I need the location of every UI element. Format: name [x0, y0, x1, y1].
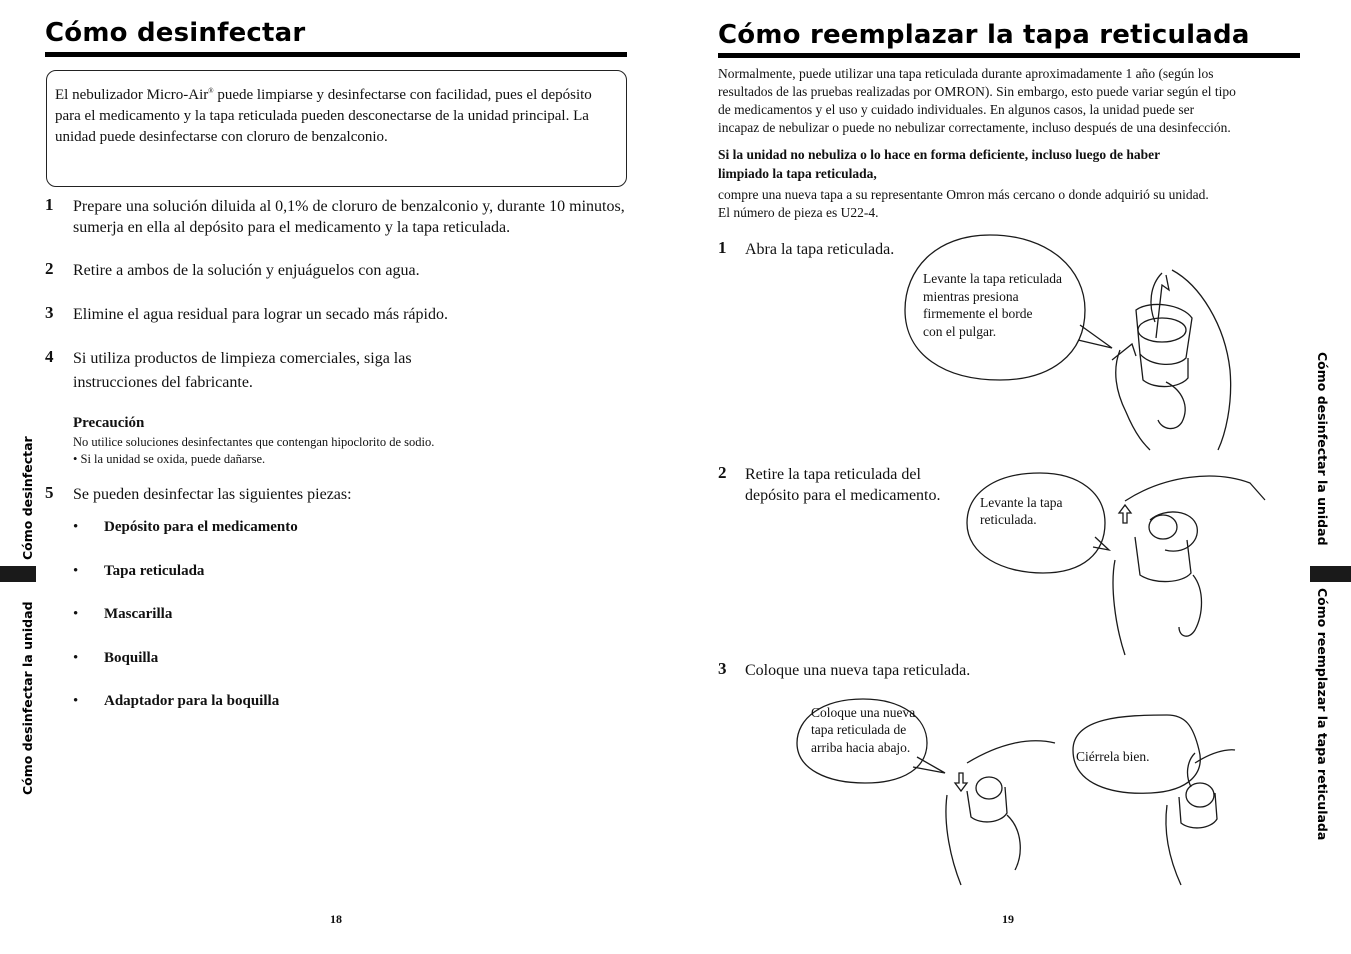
step-5-text: Se pueden desinfectar las siguientes piezas: [73, 486, 352, 503]
step-1-number: 1 [45, 195, 54, 214]
intro-text-part2: puede limpiarse y desinfectarse con facilidad, pues el depósito para el medicamento y la tapa reticulada pueden desconectarse de la unidad principal. La unidad puede desinfectarse con cloruro de benzalconio. [55, 87, 592, 145]
callout-2-line-1: Levante la tapa [980, 495, 1063, 510]
intro-text-part1: El nebulizador Micro-Air [55, 87, 209, 103]
replace-step-3-text: Coloque una nueva tapa reticulada. [745, 662, 971, 679]
replace-intro-line-2: resultados de las pruebas realizadas por OMRON). Sin embargo, esto puede variar según el tipo [718, 84, 1236, 99]
callout-3-line-3: arriba hacia abajo. [811, 740, 911, 755]
replace-intro-line-1: Normalmente, puede utilizar una tapa reticulada durante aproximadamente 1 año (según los [718, 66, 1214, 81]
replace-step-3-number: 3 [718, 659, 727, 678]
left-title-rule [45, 52, 627, 57]
replace-step-2-number: 2 [718, 463, 727, 482]
caution-line-2: • Si la unidad se oxida, puede dañarse. [73, 452, 266, 466]
callout-1-line-4: con el pulgar. [923, 324, 997, 339]
step-4-text-line1: Si utiliza productos de limpieza comerciales, siga las [73, 350, 412, 367]
bullet-icon: • [73, 519, 79, 535]
part-item: Tapa reticulada [104, 563, 205, 579]
step-3-text: Elimine el agua residual para lograr un secado más rápido. [73, 306, 448, 323]
replace-step-2-text-line1: Retire la tapa reticulada del [745, 466, 921, 483]
replace-intro-line-4: incapaz de nebulizar o puede no nebulizar correctamente, incluso después de una desinfección. [718, 120, 1231, 135]
warning-line-2: limpiado la tapa reticulada, [718, 166, 877, 181]
bullet-icon: • [73, 650, 79, 666]
callout-4-text: Ciérrela bien. [1076, 749, 1150, 764]
bullet-icon: • [73, 693, 79, 709]
page-number-left: 18 [330, 912, 342, 926]
left-page-title: Cómo desinfectar [45, 18, 306, 48]
step-1-text: Prepare una solución diluida al 0,1% de cloruro de benzalconio y, durante 10 minutos, sumerja en ella al depósito para el medicamento y la tapa reticulada. [73, 198, 625, 236]
callout-2-line-2: reticulada. [980, 512, 1037, 527]
part-item: Depósito para el medicamento [104, 519, 298, 535]
callout-1-line-3: firmemente el borde [923, 306, 1033, 321]
side-label-top-right: Cómo desinfectar la unidad [1315, 352, 1330, 546]
part-item: Mascarilla [104, 606, 173, 622]
bullet-icon: • [73, 606, 79, 622]
caution-line-1: No utilice soluciones desinfectantes que contengan hipoclorito de sodio. [73, 435, 435, 449]
registered-mark: ® [208, 87, 214, 95]
page-number-right: 19 [1002, 912, 1014, 926]
side-label-left: Cómo desinfectar la unidad [20, 601, 35, 795]
side-label-current-left: Cómo desinfectar [20, 436, 35, 560]
replace-step-1-text: Abra la tapa reticulada. [745, 241, 895, 258]
intro-box [46, 70, 627, 187]
step-2-number: 2 [45, 259, 54, 278]
section-tab-left [0, 566, 36, 582]
bullet-icon: • [73, 563, 79, 579]
callout-3-line-1: Coloque una nueva [811, 705, 916, 720]
replace-step-1-number: 1 [718, 238, 727, 257]
caution-title: Precaución [73, 415, 145, 431]
step-4-text-line2: instrucciones del fabricante. [73, 374, 253, 391]
callout-1-line-1: Levante la tapa reticulada [923, 271, 1063, 286]
step-2-text: Retire a ambos de la solución y enjuáguelos con agua. [73, 262, 420, 279]
part-item: Boquilla [104, 650, 159, 666]
replace-line-2: El número de pieza es U22-4. [718, 205, 879, 220]
right-page-title: Cómo reemplazar la tapa reticulada [718, 20, 1250, 50]
right-title-rule [718, 53, 1300, 58]
section-tab-right [1310, 566, 1351, 582]
step-4-number: 4 [45, 347, 54, 366]
warning-line-1: Si la unidad no nebuliza o lo hace en forma deficiente, incluso luego de haber [718, 147, 1161, 162]
replace-intro-line-3: de medicamentos y el uso y cuidado individuales. En algunos casos, la unidad puede ser [718, 102, 1195, 117]
replace-step-2-text-line2: depósito para el medicamento. [745, 487, 941, 504]
part-item: Adaptador para la boquilla [104, 693, 280, 709]
callout-1-line-2: mientras presiona [923, 289, 1019, 304]
step-3-number: 3 [45, 303, 54, 322]
replace-line-1: compre una nueva tapa a su representante Omron más cercano o donde adquirió su unidad. [718, 187, 1209, 202]
callout-3-line-2: tapa reticulada de [811, 722, 907, 737]
side-label-current-right: Cómo reemplazar la tapa reticulada [1315, 588, 1330, 841]
step-5-number: 5 [45, 483, 54, 502]
